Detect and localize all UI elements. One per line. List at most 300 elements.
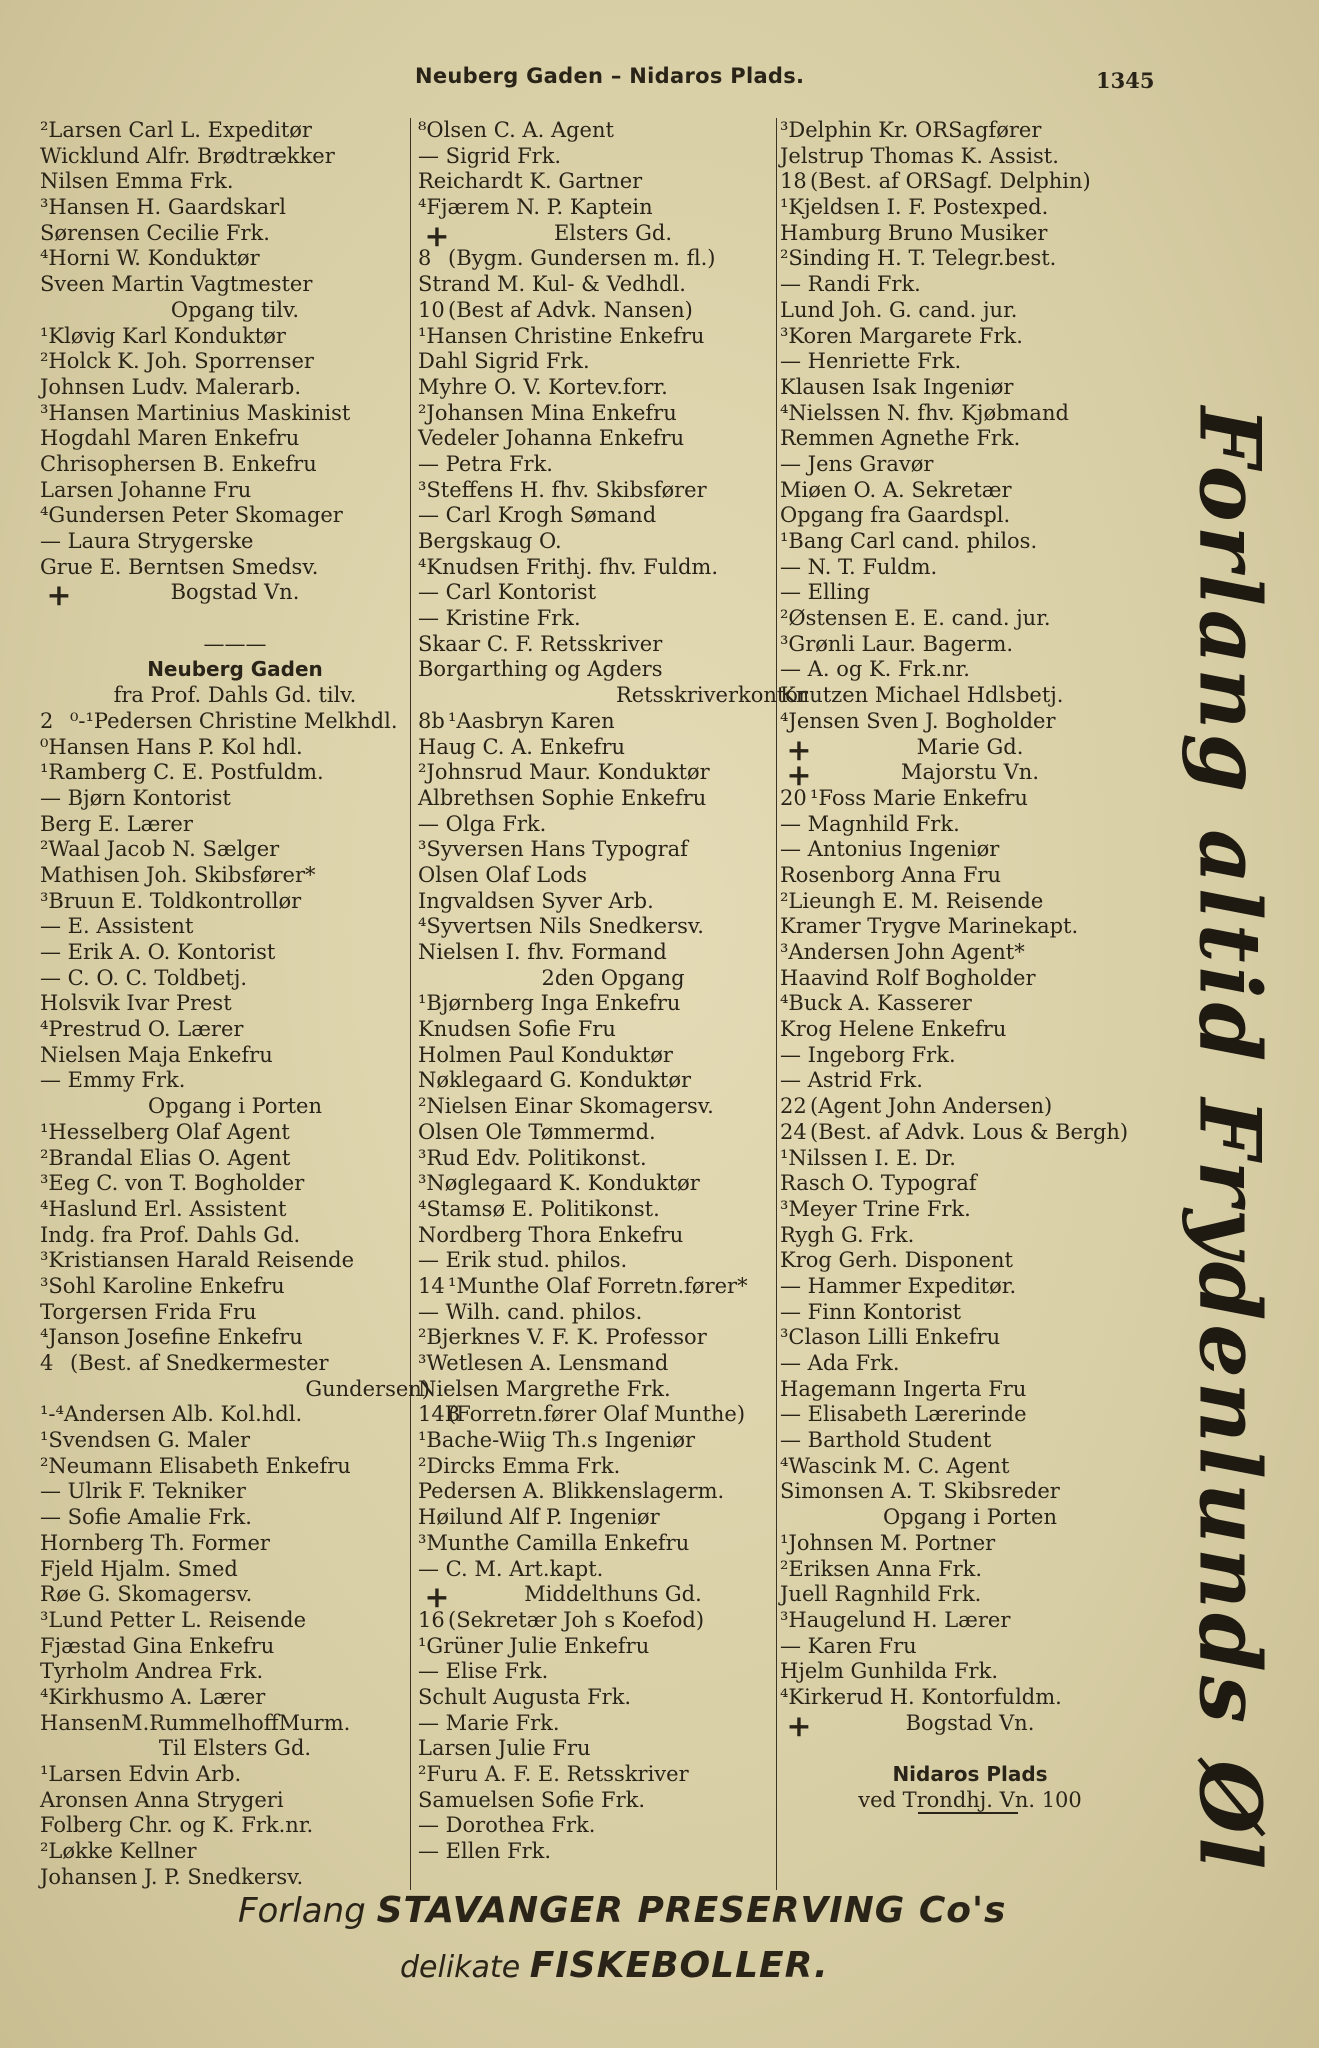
- directory-entry: [418, 837, 808, 863]
- directory-entry: [780, 272, 1160, 298]
- entry-text: Indg. fra Prof. Dahls Gd.: [40, 1222, 301, 1247]
- directory-entry: [418, 1479, 808, 1505]
- entry-text: ¹Munthe Olaf Forretn.fører*: [448, 1273, 748, 1298]
- entry-text: Johnsen Ludv. Malerarb.: [40, 374, 302, 399]
- entry-text: Hornberg Th. Former: [40, 1530, 270, 1555]
- directory-entry: [40, 426, 430, 452]
- entry-text: ¹Kløvig Karl Konduktør: [40, 323, 286, 348]
- directory-entry: [40, 349, 430, 375]
- entry-text: Fjeld Hjalm. Smed: [40, 1556, 238, 1581]
- directory-entry: [40, 144, 430, 170]
- house-number: 18: [780, 169, 807, 194]
- entry-text: — Karen Fru: [780, 1633, 917, 1658]
- entry-text: ⁸Olsen C. A. Agent: [418, 118, 614, 142]
- entry-text: — Ellen Frk.: [418, 1839, 552, 1864]
- directory-entry: [418, 1043, 808, 1069]
- entry-text: Sveen Martin Vagtmester: [40, 272, 313, 297]
- directory-entry: [40, 1557, 430, 1583]
- entry-text: Opgang tilv.: [170, 297, 300, 322]
- directory-entry: [40, 1736, 430, 1762]
- entry-text: ———: [203, 631, 267, 656]
- directory-entry: [780, 1634, 1160, 1660]
- entry-text: ¹Ramberg C. E. Postfuldm.: [40, 760, 324, 785]
- advert-text: delikate: [400, 1950, 530, 1985]
- entry-text: Gundersen): [305, 1376, 430, 1401]
- directory-entry: [780, 478, 1160, 504]
- entry-text: — E. Assistent: [40, 914, 194, 939]
- entry-text: — Erik stud. philos.: [418, 1248, 628, 1273]
- entry-text: — Dorothea Frk.: [418, 1813, 596, 1838]
- entry-text: — Emmy Frk.: [40, 1068, 186, 1093]
- directory-entry: [780, 786, 1160, 812]
- directory-entry: [40, 1454, 430, 1480]
- entry-text: Rosenborg Anna Fru: [780, 862, 1001, 887]
- directory-entry: [40, 914, 430, 940]
- directory-entry: [418, 1557, 808, 1583]
- column-2: [418, 118, 808, 1865]
- entry-text: — Antonius Ingeniør: [780, 837, 1000, 862]
- entry-text: Samuelsen Sofie Frk.: [418, 1787, 646, 1812]
- entry-text: (Bygm. Gundersen m. fl.): [448, 246, 716, 271]
- directory-entry: [780, 940, 1160, 966]
- entry-text: ⁴Syvertsen Nils Snedkersv.: [418, 914, 704, 939]
- directory-entry: [418, 272, 808, 298]
- directory-entry: [418, 1505, 808, 1531]
- directory-entry: [418, 889, 808, 915]
- entry-text: — Petra Frk.: [418, 451, 553, 476]
- entry-text: Pedersen A. Blikkenslagerm.: [418, 1479, 725, 1504]
- directory-entry: [418, 1017, 808, 1043]
- directory-entry: [780, 1685, 1160, 1711]
- directory-entry: [418, 478, 808, 504]
- entry-text: ¹Bache-Wiig Th.s Ingeniør: [418, 1428, 696, 1453]
- entry-text: Wicklund Alfr. Brødtrækker: [40, 143, 335, 168]
- entry-text: — A. og K. Frk.nr.: [780, 657, 970, 682]
- entry-text: ¹Larsen Edvin Arb.: [40, 1762, 242, 1786]
- entry-text: ²Østensen E. E. cand. jur.: [780, 606, 1051, 631]
- directory-entry: [418, 786, 808, 812]
- directory-entry: [40, 1813, 430, 1839]
- directory-entry: [40, 1043, 430, 1069]
- directory-entry: [40, 1146, 430, 1172]
- entry-text: (Sekretær Joh s Koefod): [448, 1607, 705, 1632]
- entry-text: — Wilh. cand. philos.: [418, 1299, 643, 1324]
- house-number: 14: [418, 1273, 445, 1298]
- directory-entry: [780, 1428, 1160, 1454]
- directory-entry: [418, 1634, 808, 1660]
- vertical-advert: [1160, 406, 1300, 1874]
- advert-brand: STAVANGER PRESERVING Co's: [376, 1890, 1007, 1931]
- directory-entry: [40, 221, 430, 247]
- directory-entry: [418, 812, 808, 838]
- directory-entry: [780, 1788, 1160, 1814]
- directory-entry: [418, 529, 808, 555]
- entry-text: ³Meyer Trine Frk.: [780, 1196, 971, 1221]
- entry-text: ³Rud Edv. Politikonst.: [418, 1145, 647, 1170]
- directory-entry: [40, 1351, 430, 1377]
- entry-text: ³Bruun E. Toldkontrollør: [40, 888, 302, 913]
- directory-entry: [418, 401, 808, 427]
- entry-text: Juell Ragnhild Frk.: [780, 1582, 982, 1607]
- entry-text: ¹Grüner Julie Enkefru: [418, 1633, 650, 1658]
- directory-entry: [40, 632, 430, 658]
- street-crossing-mark: +: [424, 1580, 450, 1616]
- house-number: 20: [780, 785, 807, 810]
- directory-entry: [418, 991, 808, 1017]
- entry-text: (Agent John Andersen): [810, 1094, 1053, 1119]
- entry-text: Strand M. Kul- & Vedhdl.: [418, 272, 686, 297]
- directory-entry: [418, 1762, 808, 1788]
- directory-entry: [780, 1377, 1160, 1403]
- directory-entry: [40, 1171, 430, 1197]
- entry-text: ⁴Kirkerud H. Kontorfuldm.: [780, 1684, 1062, 1709]
- directory-entry: [40, 966, 430, 992]
- directory-entry: [40, 452, 430, 478]
- directory-entry: [418, 1659, 808, 1685]
- entry-text: Hjelm Gunhilda Frk.: [780, 1659, 998, 1684]
- entry-text: Opgang fra Gaardspl.: [780, 503, 1011, 528]
- directory-entry: [40, 195, 430, 221]
- entry-text: ²Larsen Carl L. Expeditør: [40, 118, 312, 142]
- directory-entry: [418, 1223, 808, 1249]
- entry-text: Hogdahl Maren Enkefru: [40, 426, 300, 451]
- directory-entry: [40, 555, 430, 581]
- entry-text: Larsen Julie Fru: [418, 1736, 591, 1761]
- entry-text: ¹Bjørnberg Inga Enkefru: [418, 991, 681, 1016]
- directory-entry: [780, 503, 1160, 529]
- directory-entry: [418, 1711, 808, 1737]
- entry-text: ⁴Knudsen Frithj. fhv. Fuldm.: [418, 554, 719, 579]
- entry-text: Olsen Olaf Lods: [418, 862, 588, 887]
- entry-text: ¹Aasbryn Karen: [448, 708, 615, 733]
- entry-text: — Ingeborg Frk.: [780, 1042, 956, 1067]
- directory-entry: [40, 1248, 430, 1274]
- directory-entry: [418, 1788, 808, 1814]
- directory-entry: [40, 1274, 430, 1300]
- directory-entry: [780, 195, 1160, 221]
- entry-text: (Best. af Snedkermester: [70, 1351, 329, 1375]
- entry-text: ¹Hesselberg Olaf Agent: [40, 1119, 290, 1144]
- entry-text: ¹Hansen Christine Enkefru: [418, 323, 705, 348]
- directory-entry: [780, 889, 1160, 915]
- entry-text: ³Koren Margarete Frk.: [780, 323, 1023, 348]
- directory-entry: [780, 401, 1160, 427]
- directory-entry: [780, 375, 1160, 401]
- entry-text: ²Sinding H. T. Telegr.best.: [780, 246, 1057, 271]
- entry-text: Chrisophersen B. Enkefru: [40, 451, 317, 476]
- directory-entry: [418, 709, 808, 735]
- entry-text: Opgang i Porten: [147, 1094, 322, 1119]
- column-3: [780, 118, 1160, 1813]
- directory-entry: [780, 1582, 1160, 1608]
- entry-text: (Best af Advk. Nansen): [448, 297, 693, 322]
- directory-entry: [780, 298, 1160, 324]
- entry-text: Mathisen Joh. Skibsfører*: [40, 862, 316, 887]
- directory-entry: [780, 1017, 1160, 1043]
- directory-entry: [418, 1736, 808, 1762]
- entry-text: ²Waal Jacob N. Sælger: [40, 837, 280, 862]
- entry-text: Holsvik Ivar Prest: [40, 991, 232, 1016]
- entry-text: (Best. af ORSagf. Delphin): [810, 169, 1091, 194]
- entry-text: ¹Foss Marie Enkefru: [810, 785, 1028, 810]
- entry-text: Miøen O. A. Sekretær: [780, 477, 1012, 502]
- directory-entry: [780, 1479, 1160, 1505]
- directory-entry: [40, 735, 430, 761]
- entry-text: (Forretn.fører Olaf Munthe): [448, 1402, 746, 1427]
- advert-product: FISKEBOLLER.: [529, 1945, 829, 1986]
- entry-text: Ingvaldsen Syver Arb.: [418, 888, 654, 913]
- directory-entry: [418, 218, 808, 254]
- directory-entry: [418, 1608, 808, 1634]
- entry-text: Rygh G. Frk.: [780, 1222, 915, 1247]
- directory-entry: [40, 401, 430, 427]
- entry-text: — N. T. Fuldm.: [780, 554, 938, 579]
- entry-text: Simonsen A. T. Skibsreder: [780, 1479, 1060, 1504]
- directory-entry: [780, 221, 1160, 247]
- directory-entry: [418, 683, 808, 709]
- advert-stavanger-line1: [238, 1890, 1006, 1931]
- directory-entry: [40, 1839, 430, 1865]
- entry-text: Retsskriverkontor: [615, 683, 808, 708]
- directory-entry: [418, 195, 808, 221]
- entry-text: Krog Helene Enkefru: [780, 1017, 1007, 1042]
- directory-entry: [40, 812, 430, 838]
- directory-entry: [40, 991, 430, 1017]
- directory-entry: [418, 735, 808, 761]
- directory-entry: [40, 1531, 430, 1557]
- directory-entry: [418, 606, 808, 632]
- directory-entry: [418, 657, 808, 683]
- section-end-rule: [918, 1812, 1018, 1814]
- entry-text: — Sofie Amalie Frk.: [40, 1505, 252, 1530]
- entry-text: — Randi Frk.: [780, 272, 921, 297]
- entry-text: Vedeler Johanna Enkefru: [418, 426, 685, 451]
- entry-text: — Ada Frk.: [780, 1351, 900, 1375]
- entry-text: ¹-⁴Andersen Alb. Kol.hdl.: [40, 1402, 303, 1427]
- street-crossing-mark: +: [46, 578, 72, 614]
- entry-text: ²Johnsrud Maur. Konduktør: [418, 760, 710, 785]
- directory-entry: [780, 812, 1160, 838]
- house-number: 14B: [418, 1402, 461, 1427]
- entry-text: Nielsen Maja Enkefru: [40, 1042, 273, 1067]
- street-crossing-mark: +: [786, 758, 812, 794]
- entry-text: — Olga Frk.: [418, 811, 547, 836]
- directory-entry: [780, 683, 1160, 709]
- directory-entry: [418, 452, 808, 478]
- directory-entry: [418, 298, 808, 324]
- house-number: 2: [40, 708, 54, 733]
- entry-text: ²Johansen Mina Enkefru: [418, 400, 677, 425]
- entry-text: ⁴Horni W. Konduktør: [40, 246, 260, 271]
- house-number: 16: [418, 1607, 445, 1632]
- house-number: 22: [780, 1094, 807, 1119]
- entry-text: ⁴Gundersen Peter Skomager: [40, 503, 343, 528]
- entry-text: Johansen J. P. Snedkersv.: [40, 1864, 304, 1889]
- entry-text: ⁴Haslund Erl. Assistent: [40, 1196, 287, 1221]
- directory-entry: [780, 529, 1160, 555]
- entry-text: Røe G. Skomagersv.: [40, 1582, 253, 1607]
- directory-entry: [418, 1531, 808, 1557]
- entry-text: ²Furu A. F. E. Retsskriver: [418, 1762, 689, 1786]
- directory-entry: [780, 1248, 1160, 1274]
- entry-text: ²Eriksen Anna Frk.: [780, 1556, 983, 1581]
- directory-entry: [780, 657, 1160, 683]
- street-crossing-mark: +: [786, 1708, 812, 1744]
- directory-entry: [780, 1325, 1160, 1351]
- entry-text: Knudsen Sofie Fru: [418, 1017, 616, 1042]
- directory-entry: [40, 863, 430, 889]
- street-crossing-mark: +: [786, 732, 812, 768]
- entry-text: HansenM.RummelhoffMurm.: [40, 1710, 351, 1735]
- entry-text: Nilsen Emma Frk.: [40, 169, 234, 194]
- directory-entry: [780, 991, 1160, 1017]
- directory-entry: [418, 1300, 808, 1326]
- directory-entry: [418, 555, 808, 581]
- directory-entry: [40, 272, 430, 298]
- entry-text: ³Eeg C. von T. Bogholder: [40, 1171, 305, 1196]
- entry-text: Nidaros Plads: [892, 1762, 1048, 1786]
- entry-text: Majorstu Vn.: [901, 760, 1039, 785]
- directory-entry: [40, 760, 430, 786]
- directory-entry: [780, 1557, 1160, 1583]
- advert-text: Forlang: [238, 1891, 377, 1931]
- directory-entry: [418, 863, 808, 889]
- directory-entry: [780, 1197, 1160, 1223]
- entry-text: Fjæstad Gina Enkefru: [40, 1633, 275, 1658]
- directory-entry: [40, 940, 430, 966]
- directory-entry: [40, 1402, 430, 1428]
- entry-text: Skaar C. F. Retsskriver: [418, 631, 663, 656]
- directory-entry: [418, 1274, 808, 1300]
- directory-entry: [418, 169, 808, 195]
- directory-entry: [418, 1248, 808, 1274]
- directory-entry: [780, 426, 1160, 452]
- directory-entry: [780, 580, 1160, 606]
- directory-entry: [780, 1094, 1160, 1120]
- entry-text: — Marie Frk.: [418, 1710, 560, 1735]
- directory-entry: [40, 246, 430, 272]
- entry-text: ²Løkke Kellner: [40, 1839, 197, 1864]
- entry-text: — Elise Frk.: [418, 1659, 549, 1684]
- directory-entry: [418, 503, 808, 529]
- entry-text: Hagemann Ingerta Fru: [780, 1376, 1027, 1401]
- directory-entry: [780, 555, 1160, 581]
- entry-text: Knutzen Michael Hdlsbetj.: [780, 683, 1064, 708]
- directory-entry: [40, 889, 430, 915]
- entry-text: ⁰Hansen Hans P. Kol hdl.: [40, 734, 303, 759]
- entry-text: ³Nøglegaard K. Konduktør: [418, 1171, 700, 1196]
- directory-entry: [780, 1708, 1160, 1744]
- page-number: 1345: [1096, 68, 1155, 93]
- entry-text: Bergskaug O.: [418, 529, 562, 553]
- entry-text: Olsen Ole Tømmermd.: [418, 1119, 656, 1144]
- directory-entry: [780, 1300, 1160, 1326]
- entry-text: ⁴Prestrud O. Lærer: [40, 1017, 244, 1042]
- entry-text: ⁴Wascink M. C. Agent: [780, 1453, 1010, 1478]
- directory-entry: [780, 1736, 1160, 1762]
- directory-entry: [40, 1659, 430, 1685]
- entry-text: ⁴Janson Josefine Enkefru: [40, 1325, 303, 1350]
- entry-text: Myhre O. V. Kortev.forr.: [418, 374, 668, 399]
- entry-text: fra Prof. Dahls Gd. tilv.: [113, 683, 357, 708]
- entry-text: — Elling: [780, 580, 871, 605]
- section-heading: [40, 657, 430, 683]
- directory-entry: [40, 1068, 430, 1094]
- directory-entry: [418, 1171, 808, 1197]
- directory-entry: [780, 914, 1160, 940]
- entry-text: ²Nielsen Einar Skomagersv.: [418, 1094, 714, 1119]
- directory-entry: [780, 632, 1160, 658]
- directory-entry: [780, 1274, 1160, 1300]
- directory-entry: [418, 580, 808, 606]
- directory-entry: [418, 1351, 808, 1377]
- entry-text: Aronsen Anna Strygeri: [40, 1787, 284, 1812]
- directory-entry: [780, 349, 1160, 375]
- entry-text: ²Dircks Emma Frk.: [418, 1453, 621, 1478]
- entry-text: ¹Svendsen G. Maler: [40, 1428, 251, 1453]
- entry-text: — Kristine Frk.: [418, 606, 581, 631]
- entry-text: ⁴Kirkhusmo A. Lærer: [40, 1684, 266, 1709]
- entry-text: ³Steffens H. fhv. Skibsfører: [418, 477, 707, 502]
- entry-text: Høilund Alf P. Ingeniør: [418, 1505, 660, 1530]
- directory-entry: [418, 1454, 808, 1480]
- directory-entry: [40, 1788, 430, 1814]
- entry-text: Nordberg Thora Enkefru: [418, 1222, 684, 1247]
- directory-entry: [40, 1300, 430, 1326]
- entry-text: — Finn Kontorist: [780, 1299, 962, 1324]
- directory-entry: [418, 246, 808, 272]
- directory-entry: [418, 966, 808, 992]
- entry-text: — Ulrik F. Tekniker: [40, 1479, 246, 1504]
- entry-text: ⁴Jensen Sven J. Bogholder: [780, 708, 1056, 733]
- entry-text: — Magnhild Frk.: [780, 811, 960, 836]
- directory-entry: [40, 1197, 430, 1223]
- directory-entry: [780, 1659, 1160, 1685]
- directory-entry: [40, 1428, 430, 1454]
- directory-entry: [40, 683, 430, 709]
- entry-text: Remmen Agnethe Frk.: [780, 426, 1021, 451]
- entry-text: Opgang i Porten: [882, 1505, 1057, 1530]
- entry-text: ⁴Stamsø E. Politikonst.: [418, 1196, 660, 1221]
- directory-entry: [40, 1120, 430, 1146]
- directory-entry: [40, 1582, 430, 1608]
- entry-text: Borgarthing og Agders: [418, 657, 663, 682]
- entry-text: Bogstad Vn.: [905, 1710, 1035, 1735]
- entry-text: — C. O. C. Toldbetj.: [40, 965, 248, 990]
- entry-text: ⁴Buck A. Kasserer: [780, 991, 972, 1016]
- directory-entry: [780, 863, 1160, 889]
- entry-text: Bogstad Vn.: [170, 580, 300, 605]
- entry-text: Hamburg Bruno Musiker: [780, 220, 1048, 245]
- directory-entry: [780, 1531, 1160, 1557]
- entry-text: Albrethsen Sophie Enkefru: [418, 785, 707, 810]
- directory-entry: [780, 118, 1160, 144]
- vertical-advert-text: Forlang altid Frydenlunds Øl: [1180, 406, 1280, 1874]
- directory-entry: [418, 632, 808, 658]
- advert-stavanger-line2: [400, 1945, 829, 1986]
- entry-text: Marie Gd.: [916, 734, 1024, 759]
- entry-text: ³Sohl Karoline Enkefru: [40, 1273, 285, 1298]
- directory-entry: [780, 1454, 1160, 1480]
- directory-entry: [780, 1505, 1160, 1531]
- entry-text: 2den Opgang: [541, 965, 685, 990]
- directory-entry: [418, 1197, 808, 1223]
- directory-entry: [780, 144, 1160, 170]
- entry-text: — Astrid Frk.: [780, 1068, 923, 1093]
- directory-entry: [418, 144, 808, 170]
- directory-entry: [780, 966, 1160, 992]
- street-crossing-mark: +: [424, 218, 450, 254]
